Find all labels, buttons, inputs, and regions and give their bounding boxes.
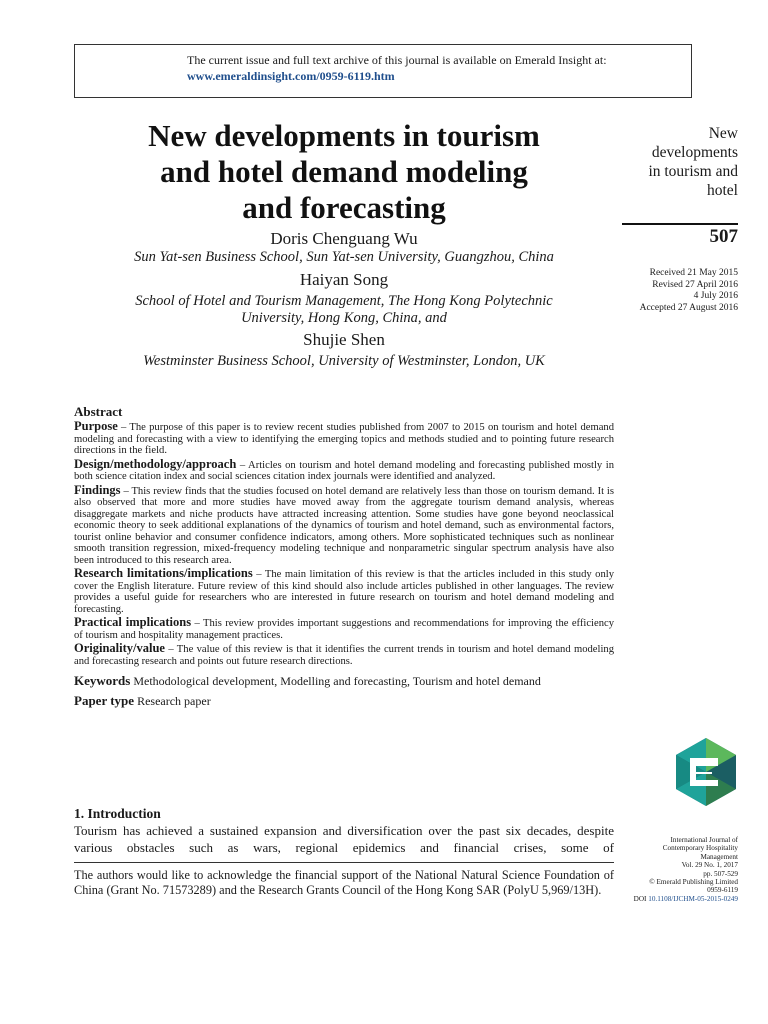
date-line: Received 21 May 2015 [649, 268, 738, 278]
journal-info-line: 0959-6119 [707, 886, 738, 895]
running-title-line: in tourism and [648, 163, 738, 180]
page-number: 507 [709, 226, 738, 247]
title-line-2: and hotel demand modeling [160, 154, 528, 189]
submission-dates [622, 268, 738, 314]
limitations-label: Research limitations/implications [74, 566, 253, 580]
doi-link[interactable]: 10.1108/IJCHM-05-2015-0249 [648, 894, 738, 903]
journal-info-line: pp. 507-529 [703, 869, 738, 878]
abstract-findings [74, 482, 614, 567]
purpose-label: Purpose [74, 419, 118, 433]
author-affiliation: University, Hong Kong, China, and [241, 310, 447, 326]
author-affiliation: Westminster Business School, University of Westminster, London, UK [143, 353, 545, 369]
footnote-divider [74, 862, 614, 863]
doi-line [622, 895, 738, 903]
author-name: Shujie Shen [303, 330, 385, 349]
abstract-limitations [74, 568, 614, 615]
practical-text: – This review provides important suggestions and recommendations for improving the efficiency of tourism and hospitality management practices. [74, 618, 614, 641]
journal-availability-box [74, 44, 692, 98]
journal-citation-info [622, 836, 738, 903]
journal-info-line: International Journal of [670, 836, 738, 844]
availability-text: The current issue and full text archive of this journal is available on Emerald Insight at: [187, 53, 607, 67]
practical-label: Practical implications [74, 615, 192, 629]
findings-text: – This review finds that the studies focused on hotel demand are relatively less than those on tourism demand. It is also observed that more and more studies have moved away from the aggregate tourism demand analysis, whereas disaggregate markets and niche products have attracted increasing attention. Some studies have gone beyond neoclassical economic theory to seek additional explanations of the dynamics of tourism and hotel demand, such as environmental factors, tourist online behavior and consumer confidence indicators, among others. More sophisticated techniques such as nonlinear smooth transition regression, mixed-frequency modeling technique and nonparametric singular spectrum analysis have also been introduced to this research area. [74, 485, 614, 566]
journal-info-line: Contemporary Hospitality [662, 844, 738, 853]
paper-type-text: Research paper [134, 694, 211, 708]
originality-label: Originality/value [74, 641, 165, 655]
journal-info-line: © Emerald Publishing Limited [649, 878, 738, 887]
author-name: Doris Chenguang Wu [270, 229, 418, 248]
abstract-practical [74, 617, 614, 641]
title-line-3: and forecasting [242, 190, 446, 225]
abstract-heading: Abstract [74, 404, 123, 419]
author-affiliation: School of Hotel and Tourism Management, The Hong Kong Polytechnic [135, 293, 553, 309]
date-line: Revised 27 April 2016 [652, 279, 738, 290]
abstract-purpose [74, 421, 614, 457]
originality-text: – The value of this review is that it identifies the current trends in tourism and hotel demand modeling and forecasting research and points out future research directions. [74, 644, 614, 667]
sidebar-divider [622, 223, 738, 225]
purpose-text: – The purpose of this paper is to review recent studies published from 2007 to 2015 on tourism and hotel demand modeling and forecasting with a view to identifying the emerging topics and methods studied and to pointing future research directions in the field. [74, 422, 614, 456]
journal-url-link[interactable]: www.emeraldinsight.com/0959-6119.htm [187, 69, 395, 83]
paper-type [74, 693, 614, 709]
keywords-text: Methodological development, Modelling and forecasting, Tourism and hotel demand [130, 674, 541, 688]
paper-title [74, 118, 614, 226]
abstract-originality [74, 643, 614, 667]
abstract-section [74, 404, 614, 709]
findings-label: Findings [74, 482, 121, 497]
date-line: 4 July 2016 [693, 291, 738, 301]
author-name: Haiyan Song [299, 270, 389, 289]
running-title [622, 124, 738, 200]
introduction-text: Tourism has achieved a sustained expansion and diversification over the past six decades, despite various obstacles such as wars, regional epidemics and financial crises, some of [74, 823, 614, 855]
acknowledgement-footnote: The authors would like to acknowledge the financial support of the National Natural Science Foundation of China (Grant No. 71573289) and the Research Grants Council of the Hong Kong SAR (PolyU 5,969/13H). [74, 868, 614, 897]
title-line-1: New developments in tourism [148, 118, 540, 153]
paper-type-label: Paper type [74, 693, 135, 708]
keywords-label: Keywords [74, 673, 131, 688]
doi-label: DOI [633, 894, 647, 903]
running-title-line: developments [651, 144, 738, 161]
keywords [74, 673, 614, 689]
design-label: Design/methodology/approach [74, 456, 237, 471]
design-text: – Articles on tourism and hotel demand modeling and forecasting published mostly in both science citation index and social sciences citation index journals were identified and analyzed. [74, 459, 614, 482]
journal-info-line: Vol. 29 No. 1, 2017 [681, 861, 738, 870]
abstract-design [74, 456, 614, 483]
running-title-line: hotel [707, 182, 738, 199]
limitations-text: – The main limitation of this review is that the articles included in this study only cover the English literature. Future review of this kind should also include articles published in other languages. The review provides a useful guide for researchers who are interested in future research on tourism and hotel demand modeling and forecasting. [74, 569, 615, 615]
running-title-line: New [708, 125, 738, 142]
journal-info-line: Management [700, 852, 738, 861]
date-line: Accepted 27 August 2016 [639, 302, 738, 313]
emerald-crossref-logo-icon [674, 736, 738, 808]
author-affiliation: Sun Yat-sen Business School, Sun Yat-sen University, Guangzhou, China [134, 249, 554, 265]
introduction-heading: 1. Introduction [74, 806, 161, 821]
